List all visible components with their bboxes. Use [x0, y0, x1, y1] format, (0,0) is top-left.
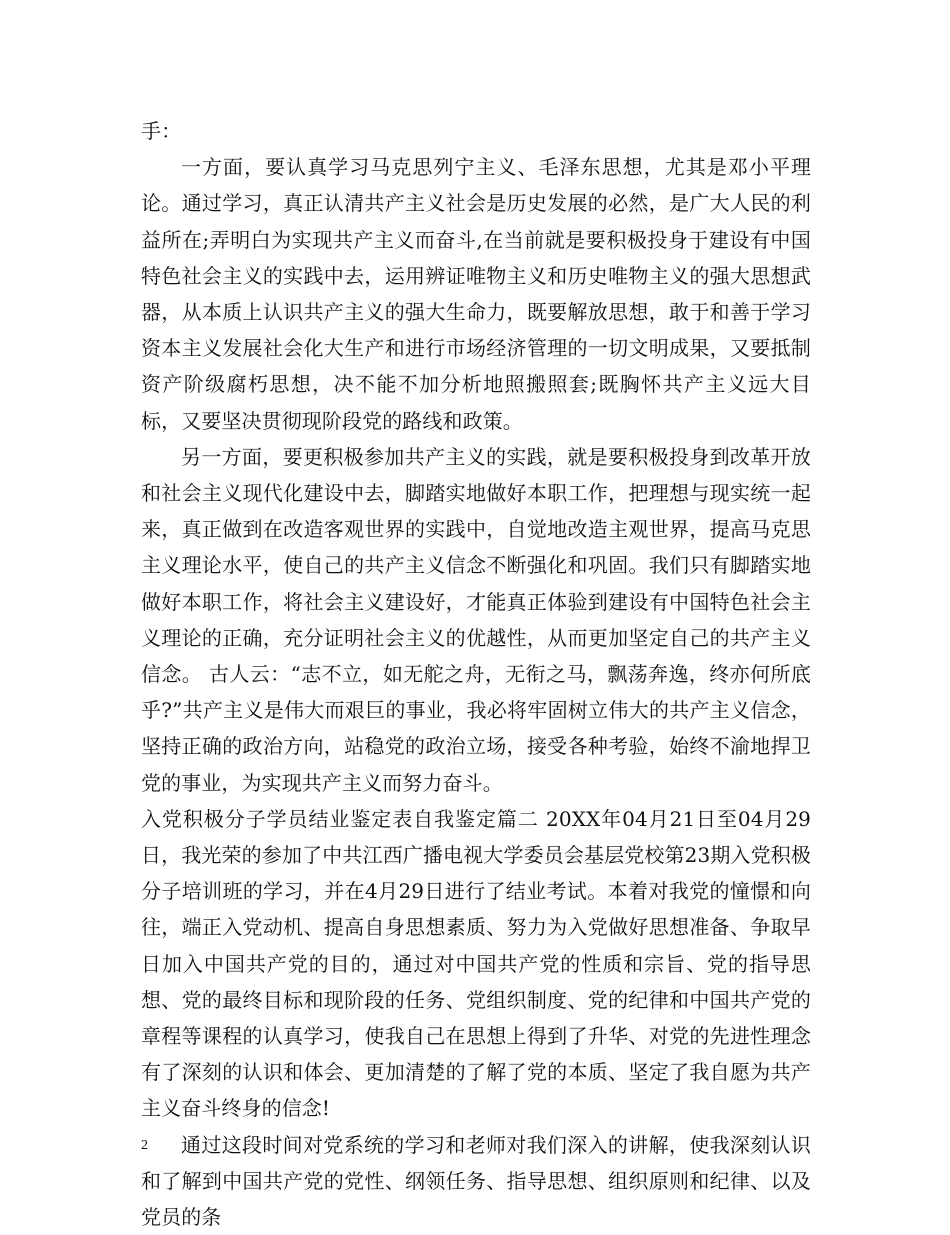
page-number: 2 — [141, 1138, 148, 1153]
paragraph-communist-practice: 另一方面，要更积极参加共产主义的实践，就是要积极投身到改革开放和社会主义现代化建设中去，脚踏实地做好本职工作，把理想与现实统一起来，真正做到在改造客观世界的实践中，自觉地改造主观世界，提高马克思主义理论水平，使自己的共产主义信念不断强化和巩固。我们只有脚踏实地做好本职工作，将社会主义建设好，才能真正体验到建设有中国特色社会主义理论的正确，充分证明社会主义的优越性，从而更加坚定自己的共产主义信念。 古人云：“志不立，如无舵之舟，无衔之马，飘荡奔逸，终亦何所底乎?”共产主义是伟大而艰巨的事业，我必将牢固树立伟大的共产主义信念，坚持正确的政治方向，站稳党的政治立场，接受各种考验，始终不渝地捍卫党的事业，为实现共产主义而努力奋斗。 — [141, 444, 811, 795]
paragraph-self-evaluation-part-two: 入党积极分子学员结业鉴定表自我鉴定篇二 20XX年04月21日至04月29日，我光荣的参加了中共江西广播电视大学委员会基层党校第23期入党积极分子培训班的学习，并在4月29日进行了结业考试。本着对我党的憧憬和向往，端正入党动机、提高自身思想素质、努力为入党做好思想准备、争取早日加入中国共产党的目的，通过对中国共产党的性质和宗旨、党的指导思想、党的最终目标和现阶段的任务、党组织制度、党的纪律和中国共产党的章程等课程的认真学习，使我自己在思想上得到了升华、对党的先进性理念有了深刻的认识和体会、更加清楚的了解了党的本质、坚定了我自愿为共产主义奋斗终身的信念! — [141, 806, 811, 1121]
paragraph-continuation: 手： — [141, 119, 182, 143]
document-body — [141, 113, 811, 1235]
paragraph-party-study: 通过这段时间对党系统的学习和老师对我们深入的讲解，使我深刻认识和了解到中国共产党的党性、纲领任务、指导思想、组织原则和纪律、以及党员的条 — [141, 1132, 811, 1230]
paragraph-marxism-study: 一方面，要认真学习马克思列宁主义、毛泽东思想，尤其是邓小平理论。通过学习，真正认清共产主义社会是历史发展的必然，是广大人民的利益所在;弄明白为实现共产主义而奋斗,在当前就是要积极投身于建设有中国特色社会主义的实践中去，运用辨证唯物主义和历史唯物主义的强大思想武器，从本质上认识共产主义的强大生命力，既要解放思想，敢于和善于学习资本主义发展社会化大生产和进行市场经济管理的一切文明成果，又要抵制资产阶级腐朽思想，决不能不加分析地照搬照套;既胸怀共产主义远大目标，又要坚决贯彻现阶段党的路线和政策。 — [141, 155, 811, 433]
